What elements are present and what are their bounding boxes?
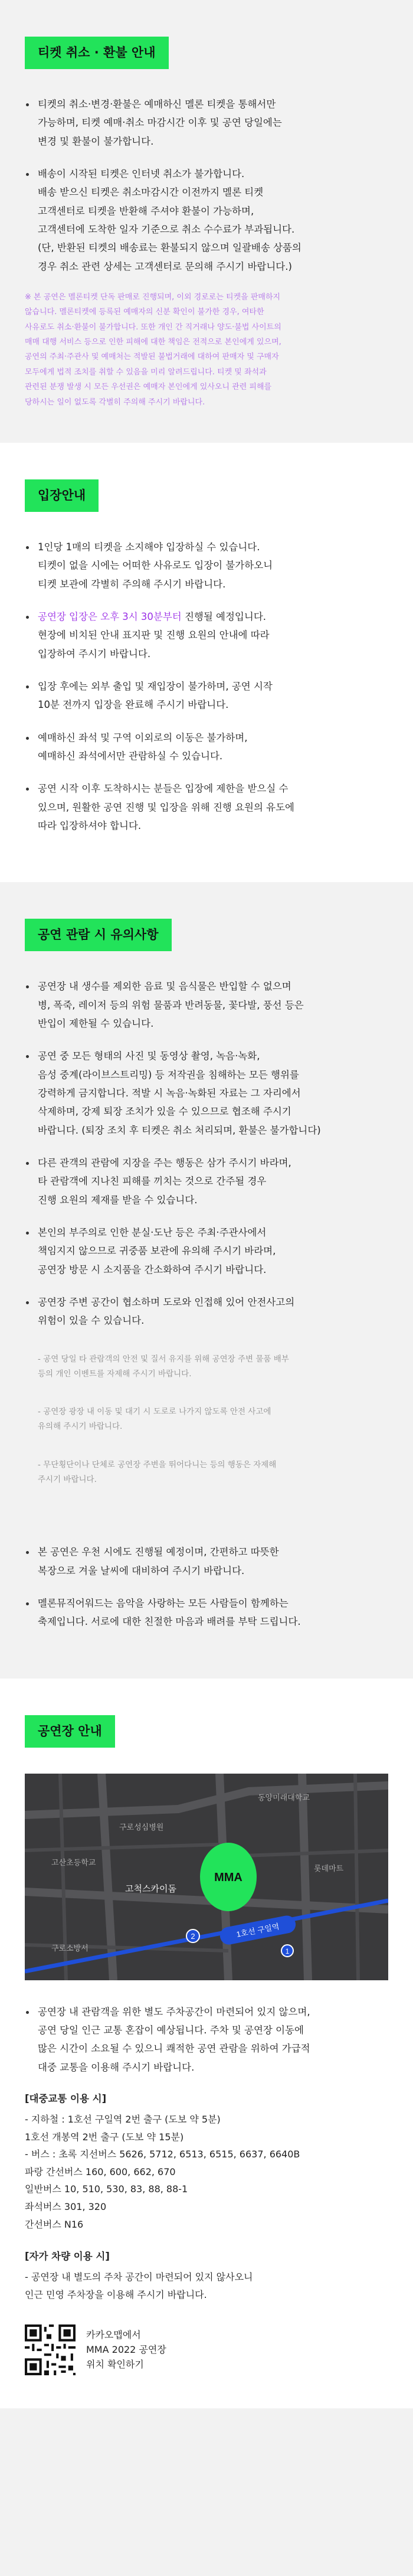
venue-map[interactable] xyxy=(25,1774,388,1980)
caution-heading: 공연 관람 시 유의사항 xyxy=(25,919,172,951)
caution-section xyxy=(0,882,413,1678)
refund-list xyxy=(25,95,388,276)
car-body: - 공연장 내 별도의 주차 공간이 마련되어 있지 않사오니 인근 민영 주차장을 이용해 주시기 바랍니다. xyxy=(25,2271,253,2300)
transit-body: - 지하철 : 1호선 구일역 2번 출구 (도보 약 5분) 1호선 개봉역 2번 출구 (도보 약 15분) - 버스 : 초록 지선버스 5626, 5712, 6513, 6515, 6637, 6640B 파랑 간선버스 160, 600, 662, 670 일반버스 10, 510, 530, 83, 88, 88-1 좌석버스 301, 320 간선버스 N16 xyxy=(25,2114,300,2230)
refund-heading: 티켓 취소 · 환불 안내 xyxy=(25,37,169,69)
car-title: [자가 차량 이용 시] xyxy=(25,2251,110,2262)
transit-title: [대중교통 이용 시] xyxy=(25,2093,107,2105)
refund-notice: ※ 본 공연은 멜론티켓 단독 판매로 진행되며, 이외 경로로는 티켓을 판매하지 않습니다. 멜론티켓에 등록된 예매자의 신분 확인이 불가한 경우, 여타한 사유로도 취소·환불이 불가합니다. 또한 개인 간 직거래나 양도·불법 사이트의 매매 대행 서비스 등으로 인한 피해에 대한 책임은 전적으로 본인에게 있으며, 공연의 주최·주관사 및 예매처는 적발된 불법거래에 대하여 판매자 및 구매자 모두에게 법적 조치를 취할 수 있음을 미리 알려드립니다. 티켓 및 좌석과 관련된 분쟁 발생 시 모든 우선권은 예매자 본인에게 있사오니 관련 피해를 당하시는 일이 없도록 각별히 주의해 주시기 바랍니다. xyxy=(25,293,281,407)
list-item: 공연장 내 관람객을 위한 별도 주차공간이 마련되어 있지 않으며, 공연 당일 인근 교통 혼잡이 예상됩니다. 주차 및 공연장 이동에 많은 시간이 소요될 수 있으니 쾌적한 공연 관람을 위하여 가급적 대중 교통을 이용해 주시기 바랍니다. xyxy=(25,2003,388,2077)
entry-heading: 입장안내 xyxy=(25,479,99,512)
map-label: 롯데마트 xyxy=(314,1863,344,1873)
qr-row xyxy=(25,2324,388,2375)
map-svg xyxy=(25,1774,388,1980)
map-label-dome: 고척스카이돔 xyxy=(125,1883,176,1894)
exit-1-label: 1 xyxy=(285,1947,290,1955)
list-item-highlight xyxy=(25,608,388,663)
sub-item: - 공연 당일 타 관람객의 안전 및 질서 유지를 위해 공연장 주변 물품 배부 등의 개인 이벤트를 자제해 주시기 바랍니다. xyxy=(38,1354,289,1379)
qr-caption: 카카오맵에서 MMA 2022 공연장 위치 확인하기 xyxy=(86,2329,166,2370)
list-item-with-subitems xyxy=(25,1293,388,1529)
qr-code-icon[interactable] xyxy=(25,2324,76,2375)
list-item: 입장 후에는 외부 출입 및 재입장이 불가하며, 공연 시작 10분 전까지 입장을 완료해 주시기 바랍니다. xyxy=(25,677,388,714)
map-label: 고산초등학교 xyxy=(51,1857,96,1867)
refund-section xyxy=(0,0,413,443)
list-item: 다른 관객의 관람에 지장을 주는 행동은 삼가 주시기 바라며, 타 관람객에 지나친 피해를 끼치는 것으로 간주될 경우 진행 요원의 제재를 받을 수 있습니다. xyxy=(25,1154,388,1209)
map-label: 구로성심병원 xyxy=(119,1822,164,1831)
venue-section xyxy=(0,1679,413,2409)
sub-item: - 무단횡단이나 단체로 공연장 주변을 뛰어다니는 등의 행동은 자제해 주시기 바랍니다. xyxy=(38,1460,277,1484)
map-label: 구로소방서 xyxy=(51,1943,88,1953)
entry-time-text: 진행될 예정입니다. 현장에 비치된 안내 표지판 및 진행 요원의 안내에 따라 입장하여 주시기 바랍니다. xyxy=(38,610,270,659)
list-item-text: 공연장 주변 공간이 협소하며 도로와 인접해 있어 안전사고의 위험이 있을 수 있습니다. xyxy=(38,1297,295,1327)
list-item: 본 공연은 우천 시에도 진행될 예정이며, 간편하고 따뜻한 복장으로 겨울 날씨에 대비하여 주시기 바랍니다. xyxy=(25,1543,388,1580)
list-item: 공연 시작 이후 도착하시는 분들은 입장에 제한을 받으실 수 있으며, 원활한 공연 진행 및 입장을 위해 진행 요원의 유도에 따라 입장하셔야 합니다. xyxy=(25,779,388,835)
list-item: 1인당 1매의 티켓을 소지해야 입장하실 수 있습니다. 티켓이 없을 시에는 어떠한 사유로도 입장이 불가하오니 티켓 보관에 각별히 주의해 주시기 바랍니다. xyxy=(25,538,388,593)
venue-marker-label: MMA xyxy=(214,1870,242,1884)
venue-intro-list xyxy=(25,2003,388,2077)
station-label: 1호선 구일역 xyxy=(235,1921,280,1939)
exit-2-label: 2 xyxy=(191,1931,195,1941)
map-label: 동양미래대학교 xyxy=(258,1793,310,1802)
venue-heading: 공연장 안내 xyxy=(25,1715,115,1748)
list-item: 본인의 부주의로 인한 분실·도난 등은 주최·주관사에서 책임지지 않으므로 귀중품 보관에 유의해 주시기 바라며, 공연장 방문 시 소지품을 간소화하여 주시기 바랍니다. xyxy=(25,1223,388,1279)
entry-time-highlight: 공연장 입장은 오후 3시 30분부터 xyxy=(38,610,182,622)
list-item: 예매하신 좌석 및 구역 이외로의 이동은 불가하며, 예매하신 좌석에서만 관람하실 수 있습니다. xyxy=(25,729,388,766)
list-item: 멜론뮤직어워드는 음악을 사랑하는 모든 사람들이 함께하는 축제입니다. 서로에 대한 친절한 마음과 배려를 부탁 드립니다. xyxy=(25,1594,388,1631)
list-item: 티켓의 취소·변경·환불은 예매하신 멜론 티켓을 통해서만 가능하며, 티켓 예매·취소 마감시간 이후 및 공연 당일에는 변경 및 환불이 불가합니다. xyxy=(25,95,388,151)
entry-section xyxy=(0,443,413,882)
list-item: 배송이 시작된 티켓은 인터넷 취소가 불가합니다. 배송 받으신 티켓은 취소마감시간 이전까지 멜론 티켓 고객센터로 티켓을 반환해 주셔야 환불이 가능하며, 고객센터에 도착한 일자 기준으로 취소 수수료가 부과됩니다. (단, 반환된 티켓의 배송료는 환불되지 않으며 일괄배송 상품의 경우 취소 관련 상세는 고객센터로 문의해 주시기 바랍니다.) xyxy=(25,165,388,276)
sub-item: - 공연장 광장 내 이동 및 대기 시 도로로 나가지 않도록 안전 사고에 유의해 주시기 바랍니다. xyxy=(38,1407,271,1432)
caution-sublist xyxy=(38,1334,388,1510)
list-item: 공연 중 모든 형태의 사진 및 동영상 촬영, 녹음·녹화, 음성 중계(라이브스트리밍) 등 저작권을 침해하는 모든 행위를 강력하게 금지합니다. 적발 시 녹음·녹화된 자료는 그 자리에서 삭제하며, 강제 퇴장 조치가 있을 수 있으므로 협조해 주시기 바랍니다. (퇴장 조치 후 티켓은 취소 처리되며, 환불은 불가합니다) xyxy=(25,1047,388,1140)
list-item: 공연장 내 생수를 제외한 음료 및 음식물은 반입할 수 없으며 병, 폭죽, 레이저 등의 위험 물품과 반려동물, 꽃다발, 풍선 등은 반입이 제한될 수 있습니다. xyxy=(25,977,388,1033)
caution-list xyxy=(25,977,388,1631)
entry-list xyxy=(25,538,388,835)
